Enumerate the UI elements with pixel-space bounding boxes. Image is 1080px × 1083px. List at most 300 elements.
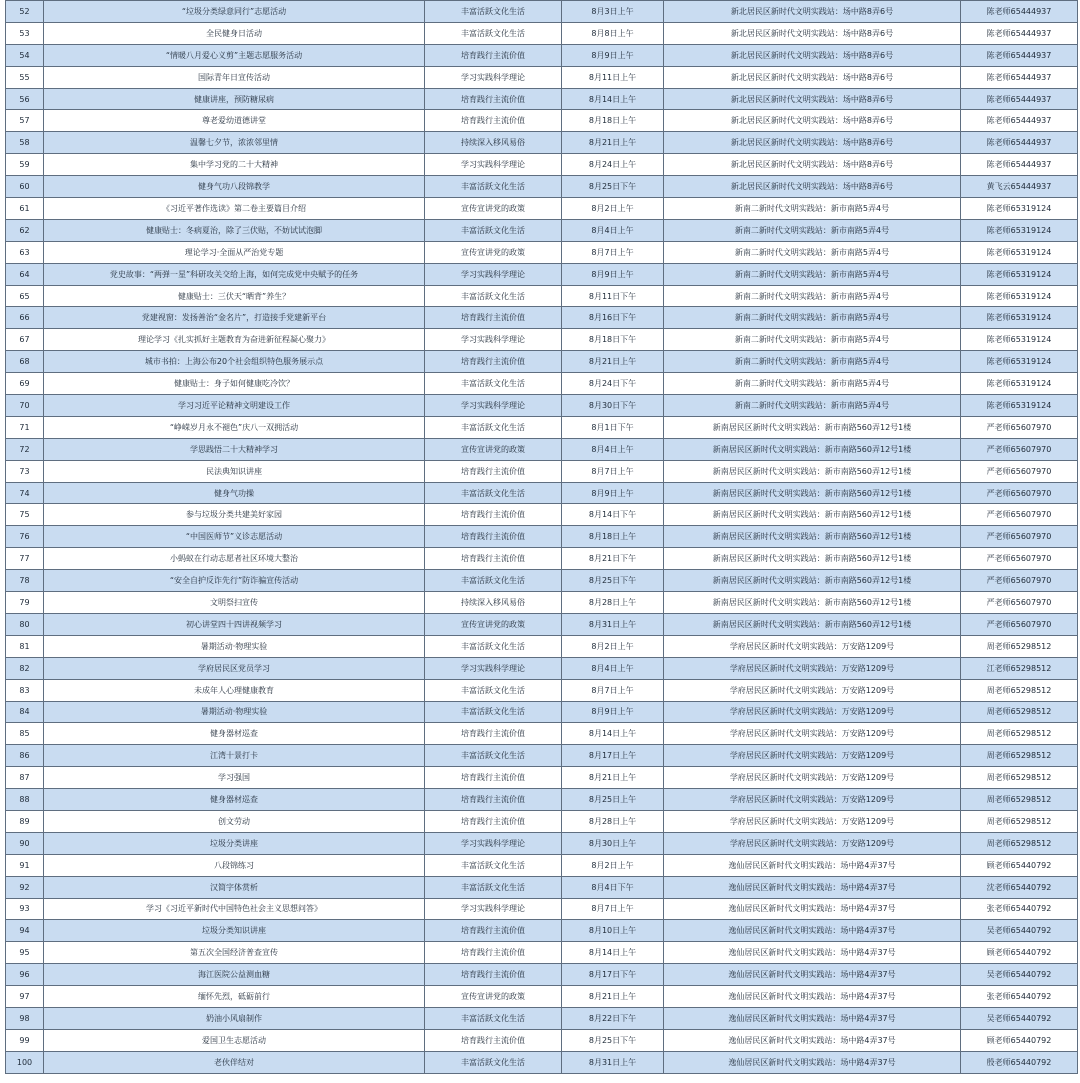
cell-number: 76 <box>6 526 44 548</box>
cell-category: 学习实践科学理论 <box>425 263 562 285</box>
cell-number: 77 <box>6 548 44 570</box>
cell-location: 新南居民区新时代文明实践站：新市南路560弄12号1楼 <box>664 416 961 438</box>
cell-location: 新南居民区新时代文明实践站：新市南路560弄12号1楼 <box>664 592 961 614</box>
cell-activity-title: “中国医师节”义诊志愿活动 <box>44 526 425 548</box>
cell-activity-title: 国际青年日宣传活动 <box>44 66 425 88</box>
cell-location: 新南二新时代文明实践站：新市南路5弄4号 <box>664 198 961 220</box>
cell-number: 83 <box>6 679 44 701</box>
cell-location: 学府居民区新时代文明实践站：万安路1209号 <box>664 745 961 767</box>
cell-number: 94 <box>6 920 44 942</box>
cell-activity-title: 垃圾分类知识讲座 <box>44 920 425 942</box>
cell-contact: 张老师65440792 <box>961 898 1078 920</box>
table-row <box>6 154 1078 176</box>
cell-activity-title: 学府居民区党员学习 <box>44 657 425 679</box>
cell-location: 新南二新时代文明实践站：新市南路5弄4号 <box>664 219 961 241</box>
cell-contact: 张老师65440792 <box>961 986 1078 1008</box>
cell-activity-title: 汉简字体赏析 <box>44 876 425 898</box>
table-row <box>6 898 1078 920</box>
cell-location: 新南二新时代文明实践站：新市南路5弄4号 <box>664 285 961 307</box>
cell-category: 丰富活跃文化生活 <box>425 876 562 898</box>
cell-category: 培育践行主流价值 <box>425 460 562 482</box>
cell-category: 持续深入移风易俗 <box>425 132 562 154</box>
cell-number: 71 <box>6 416 44 438</box>
cell-category: 丰富活跃文化生活 <box>425 1007 562 1029</box>
cell-time: 8月9日上午 <box>562 701 664 723</box>
cell-activity-title: 集中学习党的二十大精神 <box>44 154 425 176</box>
cell-number: 59 <box>6 154 44 176</box>
cell-time: 8月31日上午 <box>562 613 664 635</box>
cell-category: 学习实践科学理论 <box>425 395 562 417</box>
cell-activity-title: “情暖八月爱心义剪”主题志愿服务活动 <box>44 44 425 66</box>
cell-contact: 沈老师65440792 <box>961 876 1078 898</box>
cell-number: 86 <box>6 745 44 767</box>
table-row <box>6 723 1078 745</box>
cell-activity-title: 创文劳动 <box>44 810 425 832</box>
cell-activity-title: “垃圾分类绿意同行”志愿活动 <box>44 1 425 23</box>
table-row <box>6 438 1078 460</box>
cell-contact: 陈老师65444937 <box>961 1 1078 23</box>
table-row <box>6 395 1078 417</box>
table-row <box>6 1051 1078 1073</box>
cell-activity-title: 未成年人心理健康教育 <box>44 679 425 701</box>
cell-location: 新南居民区新时代文明实践站：新市南路560弄12号1楼 <box>664 482 961 504</box>
cell-contact: 陈老师65319124 <box>961 198 1078 220</box>
cell-time: 8月30日上午 <box>562 832 664 854</box>
cell-number: 78 <box>6 570 44 592</box>
cell-time: 8月22日下午 <box>562 1007 664 1029</box>
cell-time: 8月28日上午 <box>562 810 664 832</box>
cell-activity-title: 健康贴士：身子如何健康吃冷饮？ <box>44 373 425 395</box>
table-row <box>6 701 1078 723</box>
cell-location: 逸仙居民区新时代文明实践站：场中路4弄37号 <box>664 898 961 920</box>
cell-contact: 陈老师65319124 <box>961 263 1078 285</box>
cell-contact: 陈老师65319124 <box>961 373 1078 395</box>
cell-location: 逸仙居民区新时代文明实践站：场中路4弄37号 <box>664 1007 961 1029</box>
cell-category: 培育践行主流价值 <box>425 810 562 832</box>
cell-number: 92 <box>6 876 44 898</box>
cell-category: 丰富活跃文化生活 <box>425 701 562 723</box>
cell-number: 89 <box>6 810 44 832</box>
cell-time: 8月21日上午 <box>562 351 664 373</box>
cell-category: 学习实践科学理论 <box>425 66 562 88</box>
cell-activity-title: “安全自护反诈先行”防诈骗宣传活动 <box>44 570 425 592</box>
cell-number: 99 <box>6 1029 44 1051</box>
cell-category: 宣传宣讲党的政策 <box>425 986 562 1008</box>
cell-location: 新北居民区新时代文明实践站：场中路8弄6号 <box>664 88 961 110</box>
cell-category: 培育践行主流价值 <box>425 920 562 942</box>
table-row <box>6 241 1078 263</box>
cell-activity-title: 健身气功八段锦教学 <box>44 176 425 198</box>
cell-number: 97 <box>6 986 44 1008</box>
cell-category: 学习实践科学理论 <box>425 832 562 854</box>
cell-category: 培育践行主流价值 <box>425 942 562 964</box>
table-row <box>6 110 1078 132</box>
cell-time: 8月14日下午 <box>562 504 664 526</box>
cell-contact: 严老师65607970 <box>961 460 1078 482</box>
cell-contact: 周老师65298512 <box>961 810 1078 832</box>
table-row <box>6 198 1078 220</box>
table-row <box>6 592 1078 614</box>
cell-contact: 陈老师65319124 <box>961 351 1078 373</box>
cell-activity-title: 理论学习·全面从严治党专题 <box>44 241 425 263</box>
cell-time: 8月9日上午 <box>562 44 664 66</box>
cell-time: 8月21日上午 <box>562 986 664 1008</box>
cell-number: 88 <box>6 789 44 811</box>
cell-location: 新北居民区新时代文明实践站：场中路8弄6号 <box>664 44 961 66</box>
table-row <box>6 132 1078 154</box>
table-row <box>6 88 1078 110</box>
cell-time: 8月7日上午 <box>562 460 664 482</box>
cell-time: 8月31日上午 <box>562 1051 664 1073</box>
cell-number: 100 <box>6 1051 44 1073</box>
table-row <box>6 635 1078 657</box>
table-row <box>6 810 1078 832</box>
cell-number: 90 <box>6 832 44 854</box>
table-row <box>6 285 1078 307</box>
cell-contact: 周老师65298512 <box>961 701 1078 723</box>
cell-time: 8月25日下午 <box>562 570 664 592</box>
cell-number: 73 <box>6 460 44 482</box>
table-row <box>6 745 1078 767</box>
cell-category: 丰富活跃文化生活 <box>425 1 562 23</box>
cell-location: 逸仙居民区新时代文明实践站：场中路4弄37号 <box>664 876 961 898</box>
cell-number: 98 <box>6 1007 44 1029</box>
cell-time: 8月21日上午 <box>562 767 664 789</box>
cell-location: 新北居民区新时代文明实践站：场中路8弄6号 <box>664 110 961 132</box>
cell-time: 8月18日上午 <box>562 110 664 132</box>
cell-contact: 江老师65298512 <box>961 657 1078 679</box>
cell-contact: 顾老师65440792 <box>961 1029 1078 1051</box>
cell-category: 丰富活跃文化生活 <box>425 285 562 307</box>
cell-contact: 周老师65298512 <box>961 679 1078 701</box>
cell-activity-title: 健身器材巡查 <box>44 789 425 811</box>
cell-location: 学府居民区新时代文明实践站：万安路1209号 <box>664 810 961 832</box>
cell-activity-title: 学习《习近平新时代中国特色社会主义思想问答》 <box>44 898 425 920</box>
cell-activity-title: 参与垃圾分类共建美好家园 <box>44 504 425 526</box>
table-row <box>6 570 1078 592</box>
table-row <box>6 1029 1078 1051</box>
cell-contact: 陈老师65319124 <box>961 285 1078 307</box>
cell-number: 69 <box>6 373 44 395</box>
cell-location: 逸仙居民区新时代文明实践站：场中路4弄37号 <box>664 920 961 942</box>
cell-location: 新南居民区新时代文明实践站：新市南路560弄12号1楼 <box>664 526 961 548</box>
cell-time: 8月24日上午 <box>562 154 664 176</box>
cell-activity-title: 小蚂蚁在行动志愿者社区环境大整治 <box>44 548 425 570</box>
cell-contact: 陈老师65319124 <box>961 307 1078 329</box>
cell-category: 学习实践科学理论 <box>425 898 562 920</box>
cell-number: 84 <box>6 701 44 723</box>
cell-number: 68 <box>6 351 44 373</box>
cell-contact: 陈老师65444937 <box>961 132 1078 154</box>
cell-activity-title: 民法典知识讲座 <box>44 460 425 482</box>
cell-category: 丰富活跃文化生活 <box>425 176 562 198</box>
cell-category: 培育践行主流价值 <box>425 307 562 329</box>
cell-time: 8月21日上午 <box>562 132 664 154</box>
table-row <box>6 504 1078 526</box>
cell-time: 8月9日上午 <box>562 263 664 285</box>
cell-activity-title: 暑期活动·物理实验 <box>44 701 425 723</box>
cell-activity-title: 健身器材巡查 <box>44 723 425 745</box>
cell-contact: 陈老师65444937 <box>961 44 1078 66</box>
table-row <box>6 263 1078 285</box>
table-row <box>6 460 1078 482</box>
cell-time: 8月25日下午 <box>562 1029 664 1051</box>
cell-time: 8月10日上午 <box>562 920 664 942</box>
cell-number: 72 <box>6 438 44 460</box>
cell-time: 8月17日上午 <box>562 745 664 767</box>
cell-time: 8月28日上午 <box>562 592 664 614</box>
cell-category: 培育践行主流价值 <box>425 44 562 66</box>
cell-number: 75 <box>6 504 44 526</box>
cell-contact: 严老师65607970 <box>961 570 1078 592</box>
cell-time: 8月21日下午 <box>562 548 664 570</box>
cell-contact: 严老师65607970 <box>961 613 1078 635</box>
cell-contact: 陈老师65319124 <box>961 241 1078 263</box>
cell-number: 91 <box>6 854 44 876</box>
table-row <box>6 613 1078 635</box>
cell-activity-title: 温馨七夕节，浓浓邻里情 <box>44 132 425 154</box>
cell-contact: 殷老师65440792 <box>961 1051 1078 1073</box>
cell-category: 培育践行主流价值 <box>425 526 562 548</box>
cell-location: 新北居民区新时代文明实践站：场中路8弄6号 <box>664 22 961 44</box>
cell-activity-title: 党建视窗：发扬善治“金名片”，打造接手党建新平台 <box>44 307 425 329</box>
cell-category: 宣传宣讲党的政策 <box>425 241 562 263</box>
cell-number: 60 <box>6 176 44 198</box>
cell-time: 8月18日上午 <box>562 526 664 548</box>
cell-number: 67 <box>6 329 44 351</box>
cell-time: 8月7日上午 <box>562 241 664 263</box>
cell-time: 8月4日下午 <box>562 876 664 898</box>
cell-contact: 周老师65298512 <box>961 723 1078 745</box>
cell-contact: 严老师65607970 <box>961 548 1078 570</box>
table-row <box>6 876 1078 898</box>
cell-number: 95 <box>6 942 44 964</box>
cell-category: 丰富活跃文化生活 <box>425 1051 562 1073</box>
cell-contact: 周老师65298512 <box>961 832 1078 854</box>
cell-time: 8月2日上午 <box>562 854 664 876</box>
cell-location: 新南居民区新时代文明实践站：新市南路560弄12号1楼 <box>664 438 961 460</box>
cell-time: 8月11日上午 <box>562 66 664 88</box>
table-row <box>6 548 1078 570</box>
cell-category: 宣传宣讲党的政策 <box>425 198 562 220</box>
table-row <box>6 854 1078 876</box>
cell-activity-title: 健康贴士：三伏天“晒背”养生？ <box>44 285 425 307</box>
cell-contact: 陈老师65444937 <box>961 154 1078 176</box>
cell-category: 培育践行主流价值 <box>425 767 562 789</box>
cell-location: 学府居民区新时代文明实践站：万安路1209号 <box>664 832 961 854</box>
cell-location: 逸仙居民区新时代文明实践站：场中路4弄37号 <box>664 1029 961 1051</box>
cell-time: 8月24日下午 <box>562 373 664 395</box>
cell-time: 8月11日下午 <box>562 285 664 307</box>
cell-category: 丰富活跃文化生活 <box>425 219 562 241</box>
cell-time: 8月7日上午 <box>562 679 664 701</box>
cell-number: 65 <box>6 285 44 307</box>
cell-category: 培育践行主流价值 <box>425 789 562 811</box>
cell-time: 8月16日下午 <box>562 307 664 329</box>
table-row <box>6 219 1078 241</box>
cell-time: 8月4日上午 <box>562 438 664 460</box>
cell-category: 学习实践科学理论 <box>425 154 562 176</box>
cell-location: 逸仙居民区新时代文明实践站：场中路4弄37号 <box>664 964 961 986</box>
cell-category: 丰富活跃文化生活 <box>425 679 562 701</box>
cell-category: 学习实践科学理论 <box>425 657 562 679</box>
cell-activity-title: 爱国卫生志愿活动 <box>44 1029 425 1051</box>
cell-category: 培育践行主流价值 <box>425 504 562 526</box>
table-row <box>6 767 1078 789</box>
cell-category: 丰富活跃文化生活 <box>425 482 562 504</box>
cell-activity-title: 奶油小风扇制作 <box>44 1007 425 1029</box>
table-row <box>6 22 1078 44</box>
cell-location: 新南二新时代文明实践站：新市南路5弄4号 <box>664 373 961 395</box>
cell-time: 8月25日上午 <box>562 789 664 811</box>
cell-number: 58 <box>6 132 44 154</box>
cell-activity-title: 缅怀先烈，砥砺前行 <box>44 986 425 1008</box>
cell-number: 85 <box>6 723 44 745</box>
cell-time: 8月17日下午 <box>562 964 664 986</box>
cell-number: 54 <box>6 44 44 66</box>
table-row <box>6 986 1078 1008</box>
cell-category: 学习实践科学理论 <box>425 329 562 351</box>
cell-location: 新北居民区新时代文明实践站：场中路8弄6号 <box>664 66 961 88</box>
table-row <box>6 44 1078 66</box>
cell-contact: 陈老师65319124 <box>961 219 1078 241</box>
cell-activity-title: “峥嵘岁月永不褪色”庆八一双拥活动 <box>44 416 425 438</box>
cell-time: 8月3日上午 <box>562 1 664 23</box>
cell-contact: 吴老师65440792 <box>961 1007 1078 1029</box>
cell-location: 学府居民区新时代文明实践站：万安路1209号 <box>664 635 961 657</box>
cell-activity-title: 尊老爱幼道德讲堂 <box>44 110 425 132</box>
cell-number: 96 <box>6 964 44 986</box>
table-row <box>6 679 1078 701</box>
cell-number: 62 <box>6 219 44 241</box>
cell-contact: 严老师65607970 <box>961 438 1078 460</box>
cell-contact: 严老师65607970 <box>961 592 1078 614</box>
cell-category: 宣传宣讲党的政策 <box>425 613 562 635</box>
table-row <box>6 920 1078 942</box>
cell-activity-title: 学思践悟二十大精神学习 <box>44 438 425 460</box>
table-row <box>6 351 1078 373</box>
cell-number: 93 <box>6 898 44 920</box>
cell-contact: 周老师65298512 <box>961 789 1078 811</box>
cell-activity-title: 江湾十景打卡 <box>44 745 425 767</box>
table-row <box>6 964 1078 986</box>
table-row <box>6 176 1078 198</box>
cell-category: 培育践行主流价值 <box>425 964 562 986</box>
cell-category: 培育践行主流价值 <box>425 1029 562 1051</box>
cell-activity-title: 城市书拍：上海公布20个社会组织特色服务展示点 <box>44 351 425 373</box>
cell-category: 培育践行主流价值 <box>425 351 562 373</box>
cell-time: 8月25日下午 <box>562 176 664 198</box>
cell-contact: 陈老师65444937 <box>961 66 1078 88</box>
cell-contact: 陈老师65444937 <box>961 110 1078 132</box>
cell-location: 新南二新时代文明实践站：新市南路5弄4号 <box>664 241 961 263</box>
table-row <box>6 416 1078 438</box>
table-row <box>6 66 1078 88</box>
cell-category: 丰富活跃文化生活 <box>425 416 562 438</box>
cell-time: 8月1日下午 <box>562 416 664 438</box>
cell-activity-title: 学习习近平论精神文明建设工作 <box>44 395 425 417</box>
cell-activity-title: 老伙伴结对 <box>44 1051 425 1073</box>
table-row <box>6 526 1078 548</box>
cell-number: 55 <box>6 66 44 88</box>
cell-category: 丰富活跃文化生活 <box>425 854 562 876</box>
cell-location: 新北居民区新时代文明实践站：场中路8弄6号 <box>664 1 961 23</box>
cell-contact: 周老师65298512 <box>961 635 1078 657</box>
cell-location: 学府居民区新时代文明实践站：万安路1209号 <box>664 723 961 745</box>
cell-number: 87 <box>6 767 44 789</box>
cell-location: 学府居民区新时代文明实践站：万安路1209号 <box>664 767 961 789</box>
cell-category: 丰富活跃文化生活 <box>425 570 562 592</box>
cell-location: 新南居民区新时代文明实践站：新市南路560弄12号1楼 <box>664 613 961 635</box>
cell-location: 学府居民区新时代文明实践站：万安路1209号 <box>664 701 961 723</box>
cell-category: 培育践行主流价值 <box>425 723 562 745</box>
cell-number: 74 <box>6 482 44 504</box>
cell-time: 8月2日上午 <box>562 635 664 657</box>
cell-location: 新北居民区新时代文明实践站：场中路8弄6号 <box>664 176 961 198</box>
cell-number: 80 <box>6 613 44 635</box>
cell-activity-title: 学习强国 <box>44 767 425 789</box>
cell-activity-title: 全民健身日活动 <box>44 22 425 44</box>
cell-location: 新南二新时代文明实践站：新市南路5弄4号 <box>664 307 961 329</box>
cell-number: 56 <box>6 88 44 110</box>
cell-contact: 周老师65298512 <box>961 767 1078 789</box>
cell-time: 8月7日上午 <box>562 898 664 920</box>
activity-schedule-table <box>5 0 1078 1074</box>
cell-number: 79 <box>6 592 44 614</box>
cell-activity-title: 第五次全国经济普查宣传 <box>44 942 425 964</box>
cell-contact: 黄飞云65444937 <box>961 176 1078 198</box>
cell-activity-title: 海江医院公益测血糖 <box>44 964 425 986</box>
cell-contact: 陈老师65319124 <box>961 329 1078 351</box>
cell-activity-title: 文明祭扫宣传 <box>44 592 425 614</box>
cell-location: 新北居民区新时代文明实践站：场中路8弄6号 <box>664 132 961 154</box>
cell-category: 宣传宣讲党的政策 <box>425 438 562 460</box>
cell-time: 8月30日下午 <box>562 395 664 417</box>
cell-contact: 严老师65607970 <box>961 482 1078 504</box>
table-row <box>6 482 1078 504</box>
cell-number: 52 <box>6 1 44 23</box>
cell-location: 逸仙居民区新时代文明实践站：场中路4弄37号 <box>664 854 961 876</box>
cell-category: 持续深入移风易俗 <box>425 592 562 614</box>
cell-location: 逸仙居民区新时代文明实践站：场中路4弄37号 <box>664 942 961 964</box>
cell-activity-title: 暑期活动·物理实验 <box>44 635 425 657</box>
cell-number: 64 <box>6 263 44 285</box>
cell-location: 新南二新时代文明实践站：新市南路5弄4号 <box>664 263 961 285</box>
cell-activity-title: 健康讲座，预防糖尿病 <box>44 88 425 110</box>
cell-activity-title: 《习近平著作选读》第二卷主要篇目介绍 <box>44 198 425 220</box>
table-row <box>6 1007 1078 1029</box>
cell-number: 82 <box>6 657 44 679</box>
table-row <box>6 832 1078 854</box>
table-row <box>6 789 1078 811</box>
table-row <box>6 373 1078 395</box>
cell-contact: 陈老师65319124 <box>961 395 1078 417</box>
table-row <box>6 329 1078 351</box>
cell-activity-title: 理论学习《扎实抓好主题教育为奋进新征程凝心聚力》 <box>44 329 425 351</box>
table-row <box>6 657 1078 679</box>
cell-category: 丰富活跃文化生活 <box>425 373 562 395</box>
cell-location: 新南居民区新时代文明实践站：新市南路560弄12号1楼 <box>664 548 961 570</box>
cell-contact: 周老师65298512 <box>961 745 1078 767</box>
cell-location: 学府居民区新时代文明实践站：万安路1209号 <box>664 679 961 701</box>
cell-category: 丰富活跃文化生活 <box>425 22 562 44</box>
cell-category: 丰富活跃文化生活 <box>425 635 562 657</box>
cell-contact: 吴老师65440792 <box>961 920 1078 942</box>
cell-contact: 吴老师65440792 <box>961 964 1078 986</box>
cell-number: 57 <box>6 110 44 132</box>
cell-activity-title: 初心讲堂四十四讲视频学习 <box>44 613 425 635</box>
cell-time: 8月14日上午 <box>562 723 664 745</box>
